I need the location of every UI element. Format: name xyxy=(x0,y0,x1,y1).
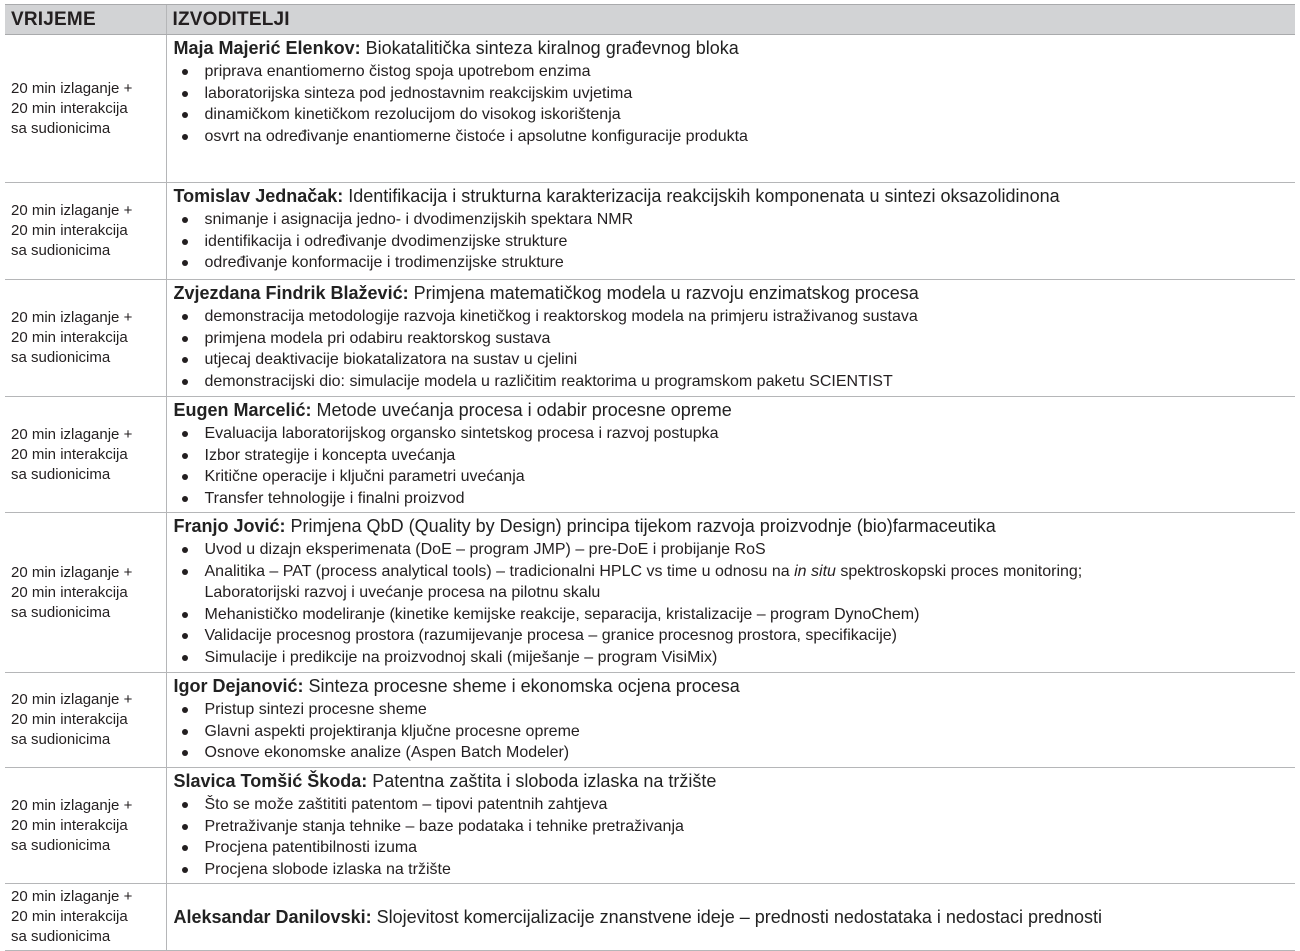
speaker-name: Maja Majerić Elenkov: xyxy=(173,38,361,58)
pat-text-line2: Laboratorijski razvoj i uvećanje procesa na pilotnu skalu xyxy=(204,584,601,602)
time-line: 20 min izlaganje + xyxy=(11,79,133,97)
time-line: 20 min izlaganje + xyxy=(11,563,133,581)
header-row xyxy=(5,5,1295,35)
talk-topic: Primjena QbD (Quality by Design) principa tijekom razvoja proizvodnje (bio)farmaceutika xyxy=(285,516,996,536)
time-cell xyxy=(5,280,166,397)
time-line: 20 min interakcija xyxy=(11,445,128,463)
time-line: sa sudionicima xyxy=(11,731,111,748)
talk-title xyxy=(174,36,1296,61)
speaker-name: Franjo Jović: xyxy=(173,516,286,536)
pat-text-before: Analitika – PAT (process analytical tools) – tradicionalni HPLC vs time u odnosu na xyxy=(204,562,795,580)
list-item: Kritične operacije i ključni parametri uvećanja xyxy=(176,466,1296,488)
time-cell xyxy=(5,513,166,673)
list-item: Transfer tehnologije i finalni proizvod xyxy=(176,488,1296,510)
speaker-cell xyxy=(166,280,1295,397)
list-item: Validacije procesnog prostora (razumijevanje procesa – granice procesnog prostora, specifikacije) xyxy=(176,625,1296,647)
time-line: 20 min izlaganje + xyxy=(11,796,133,814)
talk-title xyxy=(174,769,1296,794)
list-item: Glavni aspekti projektiranja ključne procesne opreme xyxy=(176,721,1296,743)
list-item: Mehanističko modeliranje (kinetike kemijske reakcije, separacija, kristalizacije – program DynoChem) xyxy=(176,604,1296,626)
list-item: utjecaj deaktivacije biokatalizatora na sustav u cjelini xyxy=(176,349,1296,371)
time-line: sa sudionicima xyxy=(11,603,111,621)
list-item: snimanje i asignacija jedno- i dvodimenzijskih spektara NMR xyxy=(176,209,1296,231)
time-line: 20 min izlaganje + xyxy=(11,691,133,708)
topic-list xyxy=(174,539,1296,669)
speaker-name: Zvjezdana Findrik Blažević: xyxy=(173,283,409,303)
list-item: dinamičkom kinetičkom rezolucijom do visokog iskorištenja xyxy=(176,104,1296,126)
speaker-cell xyxy=(166,513,1295,673)
list-item: Pretraživanje stanja tehnike – baze podataka i tehnike pretraživanja xyxy=(176,816,1296,838)
talk-topic: Primjena matematičkog modela u razvoju enzimatskog procesa xyxy=(408,283,919,303)
table-row xyxy=(5,673,1295,768)
speaker-cell xyxy=(166,397,1295,513)
list-item: Uvod u dizajn eksperimenata (DoE – program JMP) – pre-DoE i probijanje RoS xyxy=(176,539,1296,561)
time-cell xyxy=(5,884,166,951)
header-speakers: IZVODITELJI xyxy=(166,5,1295,35)
speaker-name: Slavica Tomšić Škoda: xyxy=(173,771,368,791)
time-cell xyxy=(5,397,166,513)
speaker-name: Tomislav Jednačak: xyxy=(173,186,344,206)
speaker-cell xyxy=(166,884,1295,951)
list-item: primjena modela pri odabiru reaktorskog sustava xyxy=(176,328,1296,350)
talk-title xyxy=(174,514,1296,539)
time-line: 20 min izlaganje + xyxy=(11,425,133,443)
talk-topic: Biokatalitička sinteza kiralnog građevnog bloka xyxy=(360,38,739,58)
list-item: priprava enantiomerno čistog spoja upotrebom enzima xyxy=(176,61,1296,83)
talk-topic: Identifikacija i strukturna karakterizacija reakcijskih komponenata u sintezi oksazolidinona xyxy=(343,186,1060,206)
speaker-cell xyxy=(166,35,1295,183)
time-line: 20 min interakcija xyxy=(11,99,128,117)
list-item: identifikacija i određivanje dvodimenzijske strukture xyxy=(176,231,1296,253)
time-line: 20 min interakcija xyxy=(11,816,128,834)
time-line: sa sudionicima xyxy=(11,465,111,483)
list-item: Simulacije i predikcije na proizvodnoj skali (miješanje – program VisiMix) xyxy=(176,647,1296,669)
speaker-cell xyxy=(166,183,1295,280)
speaker-cell xyxy=(166,673,1295,768)
talk-title xyxy=(174,674,1296,699)
list-item: Osnove ekonomske analize (Aspen Batch Modeler) xyxy=(176,742,1296,764)
time-cell xyxy=(5,183,166,280)
pat-text-after: spektroskopski proces monitoring; xyxy=(835,562,1083,580)
topic-list xyxy=(174,423,1296,509)
topic-list xyxy=(174,794,1296,880)
table-row xyxy=(5,397,1295,513)
table-row xyxy=(5,884,1295,951)
schedule-table xyxy=(5,4,1295,951)
time-line: sa sudionicima xyxy=(11,349,111,366)
talk-topic: Slojevitost komercijalizacije znanstvene ideje – prednosti nedostataka i nedostaci prednosti xyxy=(371,907,1103,927)
speaker-name: Igor Dejanović: xyxy=(173,676,304,696)
list-item: Što se može zaštititi patentom – tipovi patentnih zahtjeva xyxy=(176,794,1296,816)
list-item: demonstracija metodologije razvoja kinetičkog i reaktorskog modela na primjeru istraživanog sustava xyxy=(176,306,1296,328)
talk-title xyxy=(174,398,1296,423)
list-item: određivanje konformacije i trodimenzijske strukture xyxy=(176,252,1296,274)
time-line: sa sudionicima xyxy=(11,836,111,854)
time-cell xyxy=(5,673,166,768)
list-item: demonstracijski dio: simulacije modela u različitim reaktorima u programskom paketu SCIENTIST xyxy=(176,371,1296,393)
time-line: 20 min interakcija xyxy=(11,329,128,346)
table-row xyxy=(5,513,1295,673)
list-item: Pristup sintezi procesne sheme xyxy=(176,699,1296,721)
list-item: Izbor strategije i koncepta uvećanja xyxy=(176,445,1296,467)
speaker-name: Aleksandar Danilovski: xyxy=(173,907,372,927)
time-line: 20 min interakcija xyxy=(11,583,128,601)
table-row xyxy=(5,183,1295,280)
list-item: Procjena slobode izlaska na tržište xyxy=(176,859,1296,881)
talk-title xyxy=(174,905,1296,930)
table-row xyxy=(5,768,1295,884)
time-line: sa sudionicima xyxy=(11,928,111,945)
time-line: 20 min izlaganje + xyxy=(11,888,133,905)
time-line: 20 min interakcija xyxy=(11,222,128,239)
talk-topic: Sinteza procesne sheme i ekonomska ocjena procesa xyxy=(303,676,740,696)
talk-topic: Patentna zaštita i sloboda izlaska na tržište xyxy=(367,771,717,791)
speaker-cell xyxy=(166,768,1295,884)
talk-title xyxy=(174,184,1296,209)
list-item-pat xyxy=(176,561,1296,604)
header-time: VRIJEME xyxy=(5,5,166,35)
list-item: Procjena patentibilnosti izuma xyxy=(176,837,1296,859)
topic-list xyxy=(174,699,1296,764)
time-line: 20 min izlaganje + xyxy=(11,202,133,219)
talk-topic: Metode uvećanja procesa i odabir procesne opreme xyxy=(311,400,732,420)
topic-list xyxy=(174,61,1296,147)
talk-title xyxy=(174,281,1296,306)
pat-text-italic: in situ xyxy=(794,562,836,580)
speaker-name: Eugen Marcelić: xyxy=(173,400,312,420)
time-line: sa sudionicima xyxy=(11,119,111,137)
topic-list xyxy=(174,306,1296,392)
list-item: laboratorijska sinteza pod jednostavnim reakcijskim uvjetima xyxy=(176,83,1296,105)
time-line: 20 min interakcija xyxy=(11,908,128,925)
table-row xyxy=(5,280,1295,397)
table-row xyxy=(5,35,1295,183)
time-line: 20 min interakcija xyxy=(11,711,128,728)
list-item: Evaluacija laboratorijskog organsko sintetskog procesa i razvoj postupka xyxy=(176,423,1296,445)
time-line: 20 min izlaganje + xyxy=(11,309,133,326)
time-line: sa sudionicima xyxy=(11,242,111,259)
time-cell xyxy=(5,35,166,183)
time-cell xyxy=(5,768,166,884)
list-item: osvrt na određivanje enantiomerne čistoće i apsolutne konfiguracije produkta xyxy=(176,126,1296,148)
topic-list xyxy=(174,209,1296,274)
